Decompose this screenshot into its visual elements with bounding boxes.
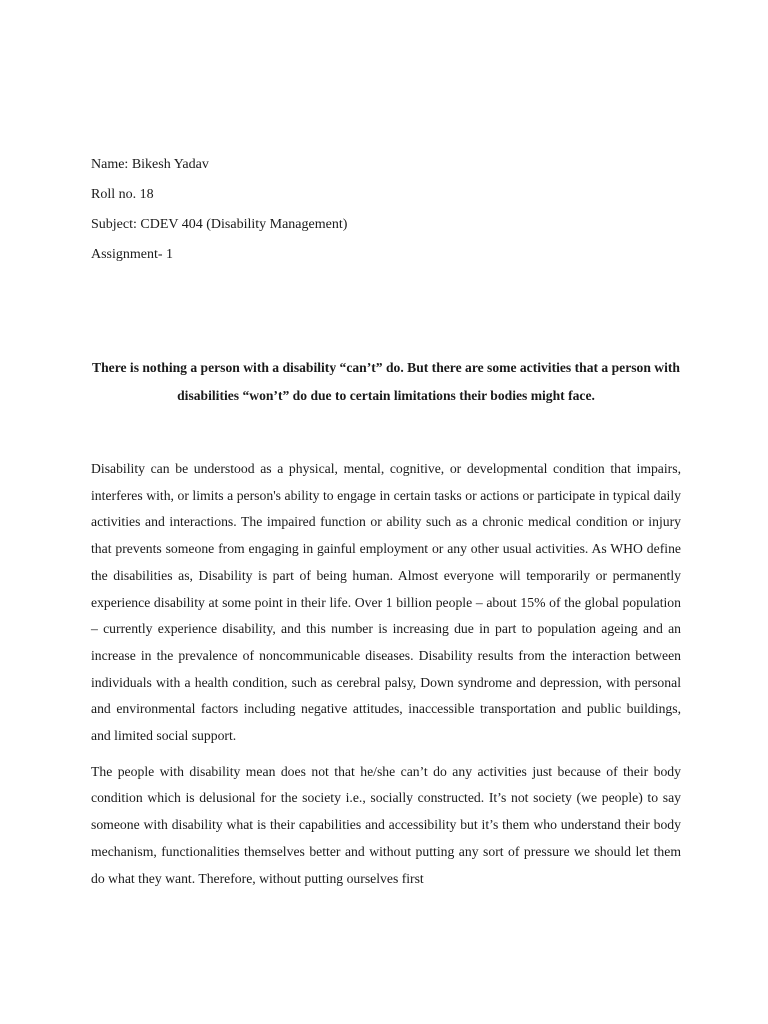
roll-number: Roll no. 18	[91, 187, 154, 202]
thesis-statement: There is nothing a person with a disability “can’t” do. But there are some activities that a person with disabilities “won’t” do due to certain limitations their bodies might face.	[92, 360, 680, 403]
student-name: Name: Bikesh Yadav	[91, 157, 209, 172]
body-paragraph-2: The people with disability mean does not that he/she can’t do any activities just because of their body condition which is delusional for the society i.e., socially constructed. It’s not society (we people) to say someone with disability what is their capabilities and accessibility but it’s them who understand their body mechanism, functionalities themselves better and without putting any sort of pressure we should let them do what they want. Therefore, without putting ourselves first	[91, 763, 681, 886]
essay-body	[91, 456, 681, 901]
body-paragraph-1: Disability can be understood as a physical, mental, cognitive, or developmental condition that impairs, interferes with, or limits a person's ability to engage in certain tasks or actions or participate in typical daily activities and interactions. The impaired function or ability such as a chronic medical condition or injury that prevents someone from engaging in gainful employment or any other usual activities. As WHO define the disabilities as, Disability is part of being human. Almost everyone will temporarily or permanently experience disability at some point in their life. Over 1 billion people – about 15% of the global population – currently experience disability, and this number is increasing due in part to population ageing and an increase in the prevalence of noncommunicable diseases. Disability results from the interaction between individuals with a health condition, such as cerebral palsy, Down syndrome and depression, with personal and environmental factors including negative attitudes, inaccessible transportation and public buildings, and limited social support.	[91, 461, 681, 744]
student-info-header	[91, 150, 691, 270]
subject-line: Subject: CDEV 404 (Disability Management)	[91, 217, 348, 232]
assignment-label: Assignment- 1	[91, 247, 174, 262]
